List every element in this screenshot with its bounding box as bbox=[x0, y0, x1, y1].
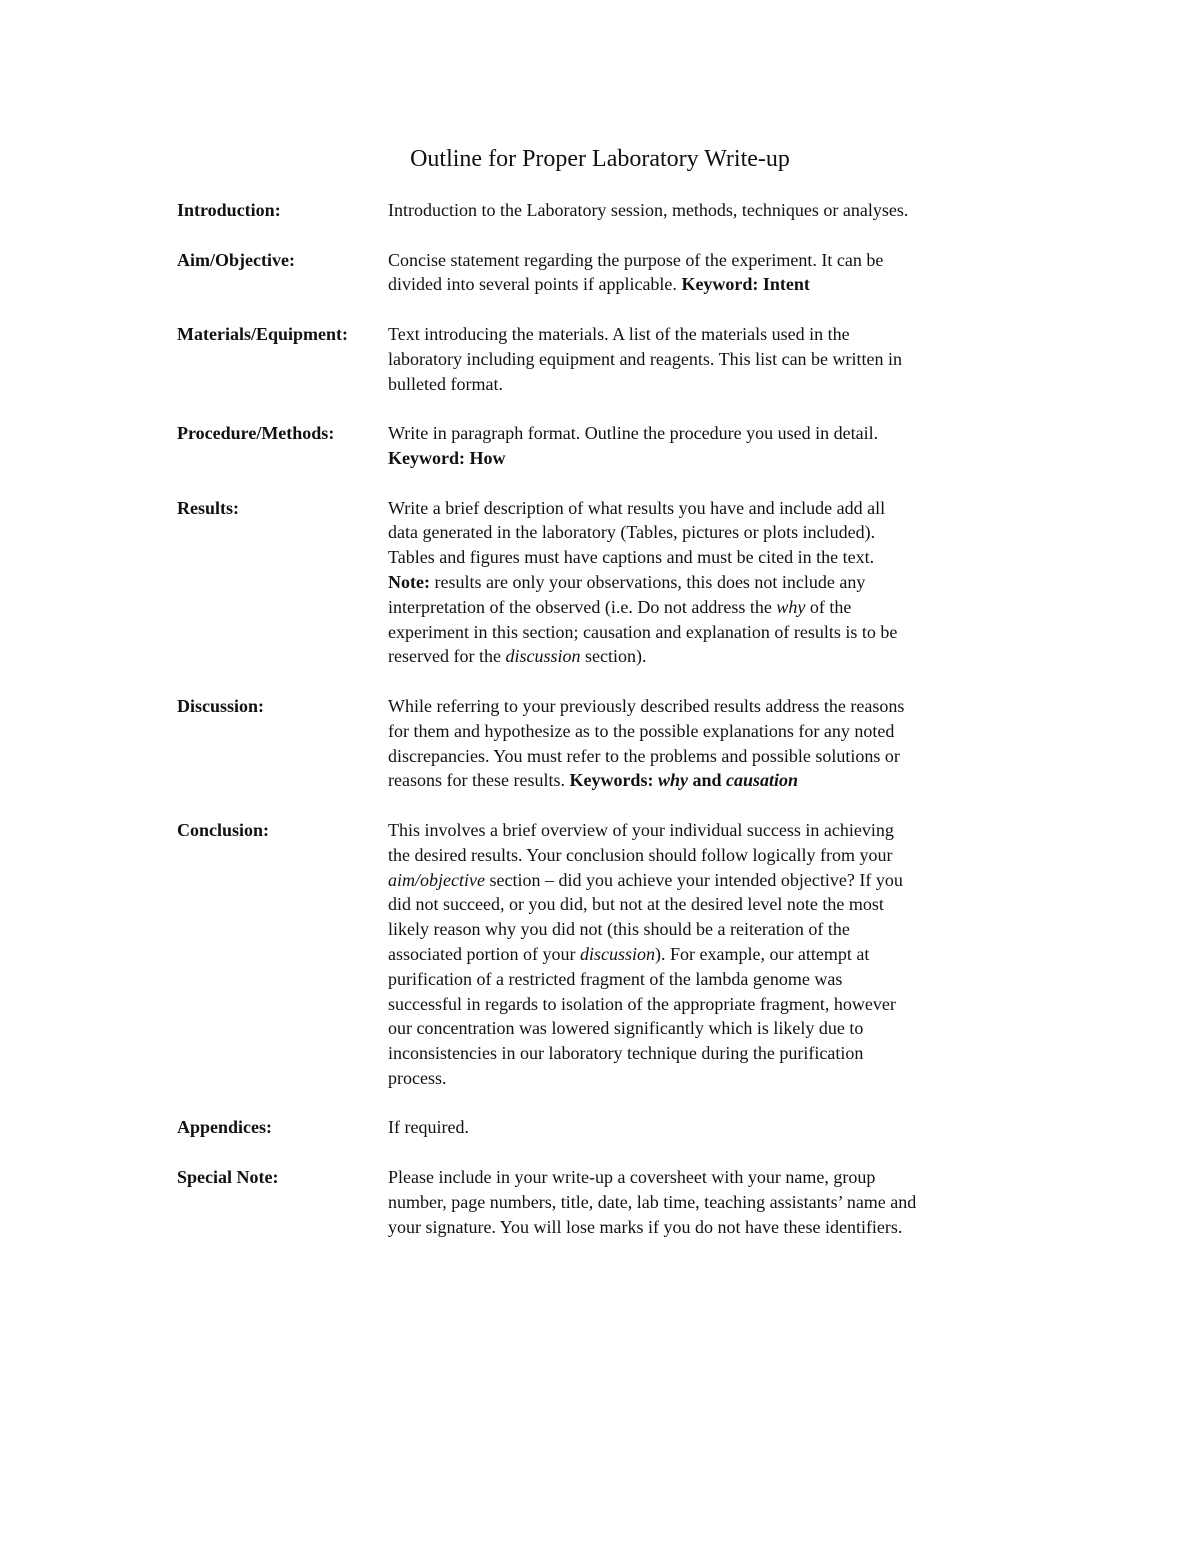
section-body bbox=[388, 496, 1028, 670]
outline-section bbox=[177, 818, 1037, 1091]
section-label: Materials/Equipment: bbox=[177, 323, 348, 344]
body-text-run: discrepancies. You must refer to the problems and possible solutions or bbox=[388, 745, 900, 766]
section-label: Introduction: bbox=[177, 200, 281, 220]
section-line bbox=[388, 446, 1028, 471]
document-title: Outline for Proper Laboratory Write-up bbox=[410, 146, 790, 172]
body-text-run: Introduction to the Laboratory session, methods, techniques or analyses. bbox=[388, 200, 909, 220]
body-text-run: Concise statement regarding the purpose of the experiment. It can be bbox=[388, 249, 884, 270]
section-body bbox=[388, 421, 1028, 471]
body-text-run: inconsistencies in our laboratory technique during the purification bbox=[388, 1043, 864, 1064]
section-line bbox=[388, 248, 1028, 273]
section-line bbox=[388, 694, 1028, 719]
body-text-run: divided into several points if applicable. bbox=[388, 274, 682, 295]
section-body bbox=[388, 1115, 1028, 1140]
section-line bbox=[388, 520, 1028, 545]
section-line bbox=[388, 917, 1028, 942]
body-text-run: reasons for these results. bbox=[388, 770, 570, 791]
section-body bbox=[388, 818, 1028, 1091]
body-text-run: your signature. You will lose marks if you do not have these identifiers. bbox=[388, 1216, 903, 1237]
body-text-run: section). bbox=[580, 646, 647, 667]
section-body bbox=[388, 248, 1028, 298]
section-label: Discussion: bbox=[177, 695, 265, 716]
section-line bbox=[388, 1215, 1028, 1240]
body-text-run: the desired results. Your conclusion should follow logically from your bbox=[388, 844, 893, 865]
section-body bbox=[388, 694, 1028, 793]
section-line bbox=[388, 620, 1028, 645]
emphasis-text: causation bbox=[726, 770, 799, 791]
body-text-run: Write a brief description of what results you have and include add all bbox=[388, 497, 886, 518]
outline-section bbox=[177, 496, 1037, 670]
section-label: Appendices: bbox=[177, 1117, 273, 1138]
body-text-run: results are only your observations, this does not include any bbox=[429, 571, 866, 592]
section-line bbox=[388, 570, 1028, 595]
section-body bbox=[388, 198, 1028, 223]
section-label: Special Note: bbox=[177, 1167, 279, 1188]
emphasis-text: Keyword: Intent bbox=[681, 274, 810, 295]
section-line bbox=[388, 1016, 1028, 1041]
outline-section bbox=[177, 694, 1037, 793]
section-line bbox=[388, 1190, 1028, 1215]
section-line bbox=[388, 868, 1028, 893]
body-text-run: of the bbox=[805, 596, 852, 617]
section-line bbox=[388, 272, 1028, 297]
section-line bbox=[388, 1066, 1028, 1091]
section-line bbox=[388, 496, 1028, 521]
section-line bbox=[388, 1041, 1028, 1066]
section-line bbox=[388, 372, 1028, 397]
section-line bbox=[388, 892, 1028, 917]
body-text-run: Please include in your write-up a coversheet with your name, group bbox=[388, 1167, 876, 1188]
body-text-run: laboratory including equipment and reagents. This list can be written in bbox=[388, 348, 903, 369]
section-line bbox=[388, 347, 1028, 372]
body-text-run: reserved for the bbox=[388, 646, 506, 667]
body-text-run: successful in regards to isolation of the appropriate fragment, however bbox=[388, 993, 896, 1014]
outline-section bbox=[177, 421, 1037, 471]
section-label: Conclusion: bbox=[177, 819, 270, 840]
section-line bbox=[388, 719, 1028, 744]
body-text-run: If required. bbox=[388, 1117, 469, 1138]
section-line bbox=[388, 992, 1028, 1017]
emphasis-text: why bbox=[657, 770, 688, 791]
outline-section bbox=[177, 198, 1037, 223]
outline-section bbox=[177, 322, 1037, 396]
section-line bbox=[388, 322, 1028, 347]
section-line bbox=[388, 744, 1028, 769]
emphasis-text: why bbox=[776, 596, 806, 617]
emphasis-text: and bbox=[687, 770, 726, 791]
body-text-run: likely reason why you did not (this should be a reiteration of the bbox=[388, 919, 850, 940]
body-text-run: data generated in the laboratory (Tables, pictures or plots included). bbox=[388, 522, 876, 543]
section-line bbox=[388, 595, 1028, 620]
emphasis-text: discussion bbox=[579, 943, 655, 964]
body-text-run: number, page numbers, title, date, lab time, teaching assistants’ name and bbox=[388, 1191, 917, 1212]
outline-section bbox=[177, 1165, 1037, 1239]
section-list bbox=[177, 198, 1037, 1264]
body-text-run: for them and hypothesize as to the possible explanations for any noted bbox=[388, 720, 895, 741]
body-text-run: ). For example, our attempt at bbox=[654, 943, 870, 964]
outline-section bbox=[177, 248, 1037, 298]
body-text-run: This involves a brief overview of your individual success in achieving bbox=[388, 819, 894, 840]
body-text-run: interpretation of the observed (i.e. Do not address the bbox=[388, 596, 777, 617]
body-text-run: process. bbox=[388, 1067, 447, 1088]
body-text-run: Tables and figures must have captions and must be cited in the text. bbox=[388, 547, 875, 568]
body-text-run: experiment in this section; causation and explanation of results is to be bbox=[388, 621, 898, 642]
section-line bbox=[388, 843, 1028, 868]
body-text-run: associated portion of your bbox=[388, 943, 580, 964]
body-text-run: section – did you achieve your intended objective? If you bbox=[484, 869, 903, 890]
body-text-run: purification of a restricted fragment of the lambda genome was bbox=[388, 968, 843, 989]
outline-section bbox=[177, 1115, 1037, 1140]
emphasis-text: Keywords: bbox=[569, 770, 658, 791]
section-line bbox=[388, 942, 1028, 967]
section-label: Aim/Objective: bbox=[177, 249, 295, 270]
section-label: Procedure/Methods: bbox=[177, 423, 335, 444]
section-line bbox=[388, 967, 1028, 992]
emphasis-text: Note: bbox=[388, 571, 430, 592]
section-line bbox=[388, 1165, 1028, 1190]
section-body bbox=[388, 322, 1028, 396]
section-line bbox=[388, 545, 1028, 570]
section-line bbox=[388, 644, 1028, 669]
section-line bbox=[388, 1115, 1028, 1140]
emphasis-text: Keyword: How bbox=[388, 447, 506, 468]
emphasis-text: aim/objective bbox=[388, 869, 485, 890]
body-text-run: did not succeed, or you did, but not at the desired level note the most bbox=[388, 894, 884, 915]
section-line bbox=[388, 421, 1028, 446]
body-text-run: our concentration was lowered significantly which is likely due to bbox=[388, 1018, 864, 1039]
section-body bbox=[388, 1165, 1028, 1239]
section-line bbox=[388, 768, 1028, 793]
emphasis-text: discussion bbox=[505, 646, 581, 667]
body-text-run: Text introducing the materials. A list of the materials used in the bbox=[388, 323, 850, 344]
body-text-run: bulleted format. bbox=[388, 373, 503, 394]
section-line bbox=[388, 198, 1028, 223]
section-line bbox=[388, 818, 1028, 843]
section-label: Results: bbox=[177, 497, 239, 518]
body-text-run: Write in paragraph format. Outline the procedure you used in detail. bbox=[388, 423, 879, 444]
body-text-run: While referring to your previously described results address the reasons bbox=[388, 695, 905, 716]
